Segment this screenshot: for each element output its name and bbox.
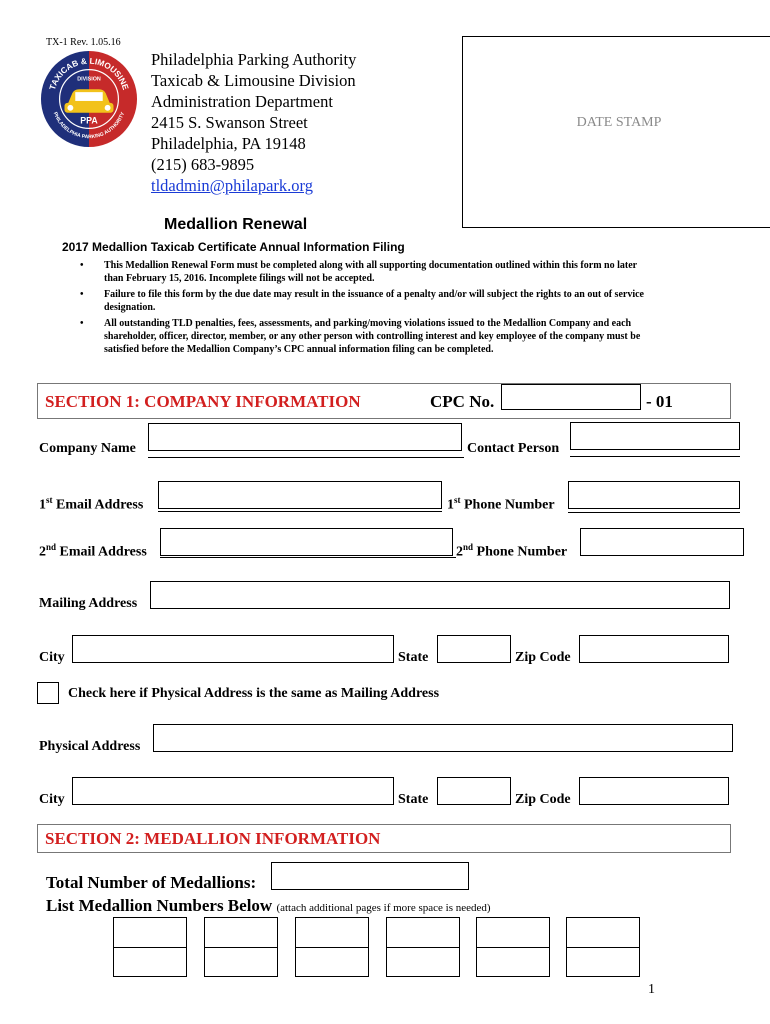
address-line: Philadelphia, PA 19148: [151, 134, 306, 153]
phone1-input[interactable]: [568, 481, 740, 509]
zip2-label: Zip Code: [515, 792, 571, 807]
contact-person-input[interactable]: [570, 422, 740, 450]
phone2-input[interactable]: [580, 528, 744, 556]
company-name-label: Company Name: [39, 441, 136, 456]
email2-input[interactable]: [160, 528, 453, 556]
zip-input[interactable]: [579, 635, 729, 663]
page-number: 1: [648, 982, 655, 997]
form-subtitle: 2017 Medallion Taxicab Certificate Annual Information Filing: [62, 240, 405, 254]
total-medallions-label: Total Number of Medallions:: [46, 873, 257, 892]
city-input[interactable]: [72, 635, 394, 663]
contact-person-underline: [570, 456, 740, 457]
instruction-item: • This Medallion Renewal Form must be completed along with all supporting documentation outlined within this form no later than February 15, 2016. Incomplete filings will not be accepted.: [78, 259, 658, 286]
medallion-number-cell[interactable]: [476, 917, 550, 977]
city2-label: City: [39, 792, 65, 807]
date-stamp-box: [462, 36, 770, 228]
zip-label: Zip Code: [515, 650, 571, 665]
cpc-label: CPC No.: [430, 392, 495, 411]
physical-address-input[interactable]: [153, 724, 733, 752]
physical-address-label: Physical Address: [39, 739, 141, 754]
cpc-suffix: - 01: [646, 392, 673, 411]
contact-person-label: Contact Person: [467, 441, 560, 456]
medallion-number-cell[interactable]: [295, 917, 369, 977]
form-revision: TX-1 Rev. 1.05.16: [46, 37, 121, 48]
section2-title: SECTION 2: MEDALLION INFORMATION: [45, 829, 381, 848]
logo-arc-top: TAXICAB & LIMOUSINE: [47, 55, 131, 92]
form-title: Medallion Renewal: [164, 216, 308, 233]
city2-input[interactable]: [72, 777, 394, 805]
company-name-underline: [148, 457, 464, 458]
state-input[interactable]: [437, 635, 511, 663]
address-line: (215) 683-9895: [151, 155, 255, 174]
state2-input[interactable]: [437, 777, 511, 805]
medallion-list-note: (attach additional pages if more space is needed): [276, 902, 491, 914]
email1-underline: [158, 511, 442, 512]
phone1-label: 1st Phone Number: [447, 495, 555, 513]
medallion-list-label: List Medallion Numbers Below (attach additional pages if more space is needed): [46, 896, 491, 915]
instruction-item: • Failure to file this form by the due date may result in the issuance of a penalty and/or will subject the rights to an out of service designation.: [78, 288, 658, 315]
phone2-label: 2nd Phone Number: [456, 542, 568, 560]
ppa-tld-logo: [40, 50, 138, 148]
same-address-checkbox[interactable]: [37, 682, 59, 704]
instructions-list: [78, 259, 658, 359]
mailing-address-input[interactable]: [150, 581, 730, 609]
phone1-underline: [568, 512, 740, 513]
logo-badge: PPA: [80, 115, 98, 126]
same-address-label: Check here if Physical Address is the same as Mailing Address: [68, 686, 440, 701]
logo-arc-bottom: PHILADELPHIA PARKING AUTHORITY: [51, 111, 127, 141]
city-label: City: [39, 650, 65, 665]
email1-label: 1st Email Address: [39, 495, 144, 513]
state2-label: State: [398, 792, 429, 807]
cpc-underline: [501, 409, 641, 410]
date-stamp-label: DATE STAMP: [576, 115, 662, 130]
email1-input[interactable]: [158, 481, 442, 509]
company-name-input[interactable]: [148, 423, 462, 451]
address-line: Taxicab & Limousine Division: [151, 71, 356, 90]
address-line: Administration Department: [151, 92, 333, 111]
mailing-address-label: Mailing Address: [39, 596, 138, 611]
email-link[interactable]: tldadmin@philapark.org: [151, 176, 313, 195]
medallion-number-cell[interactable]: [204, 917, 278, 977]
medallion-number-cell[interactable]: [566, 917, 640, 977]
section1-title: SECTION 1: COMPANY INFORMATION: [45, 392, 361, 411]
section2-header: [37, 824, 731, 853]
medallion-number-cell[interactable]: [386, 917, 460, 977]
medallion-number-cell[interactable]: [113, 917, 187, 977]
cpc-number-input[interactable]: [501, 384, 641, 410]
email2-underline: [160, 557, 456, 558]
address-line: Philadelphia Parking Authority: [151, 50, 357, 69]
address-line: 2415 S. Swanson Street: [151, 113, 308, 132]
state-label: State: [398, 650, 429, 665]
logo-division-text: DIVISION: [77, 76, 101, 83]
instruction-item: • All outstanding TLD penalties, fees, assessments, and parking/moving violations issued to the Medallion Company and each shareholder, officer, director, member, or any other person with controlling interest and key employee of the company must be satisfied before the Medallion Company’s CPC annual information filing can be completed.: [78, 317, 658, 357]
total-medallions-input[interactable]: [271, 862, 469, 890]
zip2-input[interactable]: [579, 777, 729, 805]
email2-label: 2nd Email Address: [39, 542, 147, 560]
agency-address: [151, 49, 356, 196]
